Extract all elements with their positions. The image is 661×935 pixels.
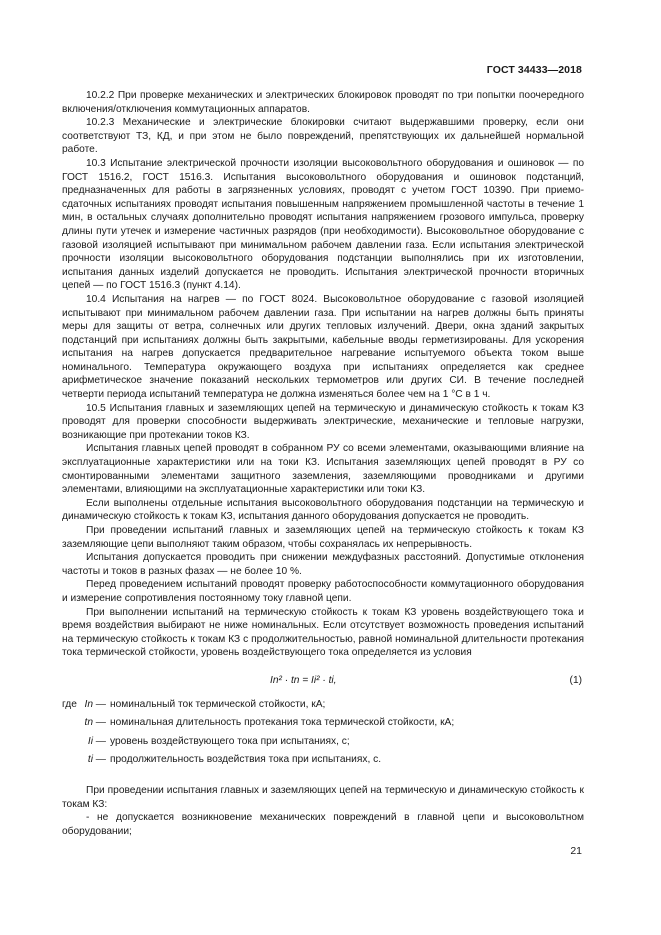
paragraph-test-requirements: При проведении испытания главных и заземляющих цепей на термическую и динамическую стойкость к токам КЗ:	[62, 784, 584, 810]
definition-row	[62, 698, 584, 717]
definition-row	[62, 753, 584, 772]
paragraph-pre-check: Перед проведением испытаний проводят проверку работоспособности коммутационного оборудования и измерение сопротивления постоянному току главной цепи.	[62, 579, 584, 604]
paragraph-separate-tests: Если выполнены отдельные испытания высоковольтного оборудования подстанции на термическую и динамическую стойкость к токам КЗ, испытания данного оборудования допускается не проводить.	[62, 497, 584, 523]
page-number: 21	[570, 845, 582, 857]
paragraph-thermal-condition: При выполнении испытаний на термическую стойкость к токам КЗ уровень воздействующего тока и время воздействия выбирают не ниже номинальных. Если отсутствует возможность проведения испытаний на термическую стойкость к токам КЗ с продолжительностью, равной номинальной длительности протекания тока термической стойкости, уровень воздействующего тока определяется из условия	[62, 606, 584, 659]
definition-text: продолжительность воздействия тока при испытаниях, с.	[110, 754, 382, 766]
formula-number: (1)	[569, 674, 582, 686]
paragraph-10-5: 10.5 Испытания главных и заземляющих цепей на термическую и динамическую стойкость к токам КЗ проводят для проверки способности выдерживать электрические, механические и тепловые нагрузки, возникающие при протекании токов КЗ.	[62, 402, 584, 441]
definition-symbol: Ii —	[87, 735, 106, 747]
paragraph-10-2-2: 10.2.2 При проверке механических и электрических блокировок проводят по три попытки поочередного включения/отключения коммутационных аппаратов.	[62, 90, 584, 115]
definition-symbol: ti —	[87, 754, 106, 766]
paragraph-10-2-3: 10.2.3 Механические и электрические блокировки считают выдержавшими проверку, если они соответствуют ТЗ, КД, и при этом не было повреждений, препятствующих их дальнейшей нормальной работе.	[62, 117, 584, 156]
definitions-list	[62, 698, 584, 772]
definition-text: номинальный ток термической стойкости, кА;	[110, 698, 326, 710]
definition-row	[62, 716, 584, 735]
paragraph-reduced-distances: Испытания допускается проводить при снижении междуфазных расстояний. Допустимые отклонения частоты и токов в разных фазах — не более 10 %.	[62, 552, 584, 577]
definitions-lead: где	[62, 698, 77, 710]
formula-block	[62, 660, 584, 698]
definition-text: уровень воздействующего тока при испытаниях, с;	[110, 735, 350, 747]
definition-row	[62, 735, 584, 754]
definition-symbol: tn —	[84, 717, 106, 729]
paragraph-grounding-continuity: При проведении испытаний главных и заземляющих цепей на термическую стойкость к токам КЗ заземляющие цепи выполняют таким образом, чтобы сохранялась их непрерывность.	[62, 525, 584, 550]
paragraph-10-3: 10.3 Испытание электрической прочности изоляции высоковольтного оборудования и ошиновок — по ГОСТ 1516.2, ГОСТ 1516.3. Испытания высоковольтного оборудования и ошиновок подстанций, предназначенных для работы в загрязненных условиях, проводят с учетом ГОСТ 10390. При приемо-сдаточных испытаниях проводят испытания повышенным напряжением промышленной частоты в течение 1 мин, в остальных случаях дополнительно проводят испытания напряжением грозового импульса, проверку длины пути утечек и измерение частичных разрядов (при необходимости). Высоковольтное оборудование с газовой изоляцией испытывают при минимальном рабочем давлении газа. Если испытания электрической прочности изоляции высоковольтного оборудования подстанции выполнялись при их изготовлении, испытания данных изделий допускается не проводить. Испытания электрической прочности вторичных цепей — по ГОСТ 1516.3 (пункт 4.14).	[62, 157, 584, 292]
definition-symbol: In —	[84, 698, 106, 710]
paragraph-main-circuits: Испытания главных цепей проводят в собранном РУ со всеми элементами, оказывающими влияние на эксплуатационные характеристики или на токи КЗ. Испытания заземляющих цепей проводят в РУ со смонтированными элементами защитного заземления, заземляющими проводниками и другими элементами, влияющими на эксплуатационные характеристики или токи КЗ.	[62, 443, 584, 496]
formula-expression: In² · tn = Ii² · ti,	[270, 674, 337, 686]
paragraph-10-4: 10.4 Испытания на нагрев — по ГОСТ 8024. Высоковольтное оборудование с газовой изоляцией испытывают при минимальном рабочем давлении газа. При испытании на нагрев должны быть приняты меры для защиты от ветра, солнечных или других тепловых излучений. Двери, окна зданий закрытых подстанций при испытаниях должны быть закрытыми, кабельные вводы герметизированы. Для ускорения испытания на нагрев допускается предварительное нагревание испытуемого объекта током выше номинального. Температура окружающего воздуха при испытаниях определяется как среднее арифметическое значение показаний нескольких термометров или других СИ. В течение последней четверти периода испытаний температура не должна изменяться более чем на 1 °С в 1 ч.	[62, 293, 584, 401]
standard-header: ГОСТ 34433—2018	[486, 64, 582, 76]
definition-text: номинальная длительность протекания тока термической стойкости, кА;	[110, 717, 455, 729]
list-item: - не допускается возникновение механических повреждений в главной цепи и высоковольтном оборудовании;	[62, 812, 584, 837]
document-body	[62, 89, 584, 838]
